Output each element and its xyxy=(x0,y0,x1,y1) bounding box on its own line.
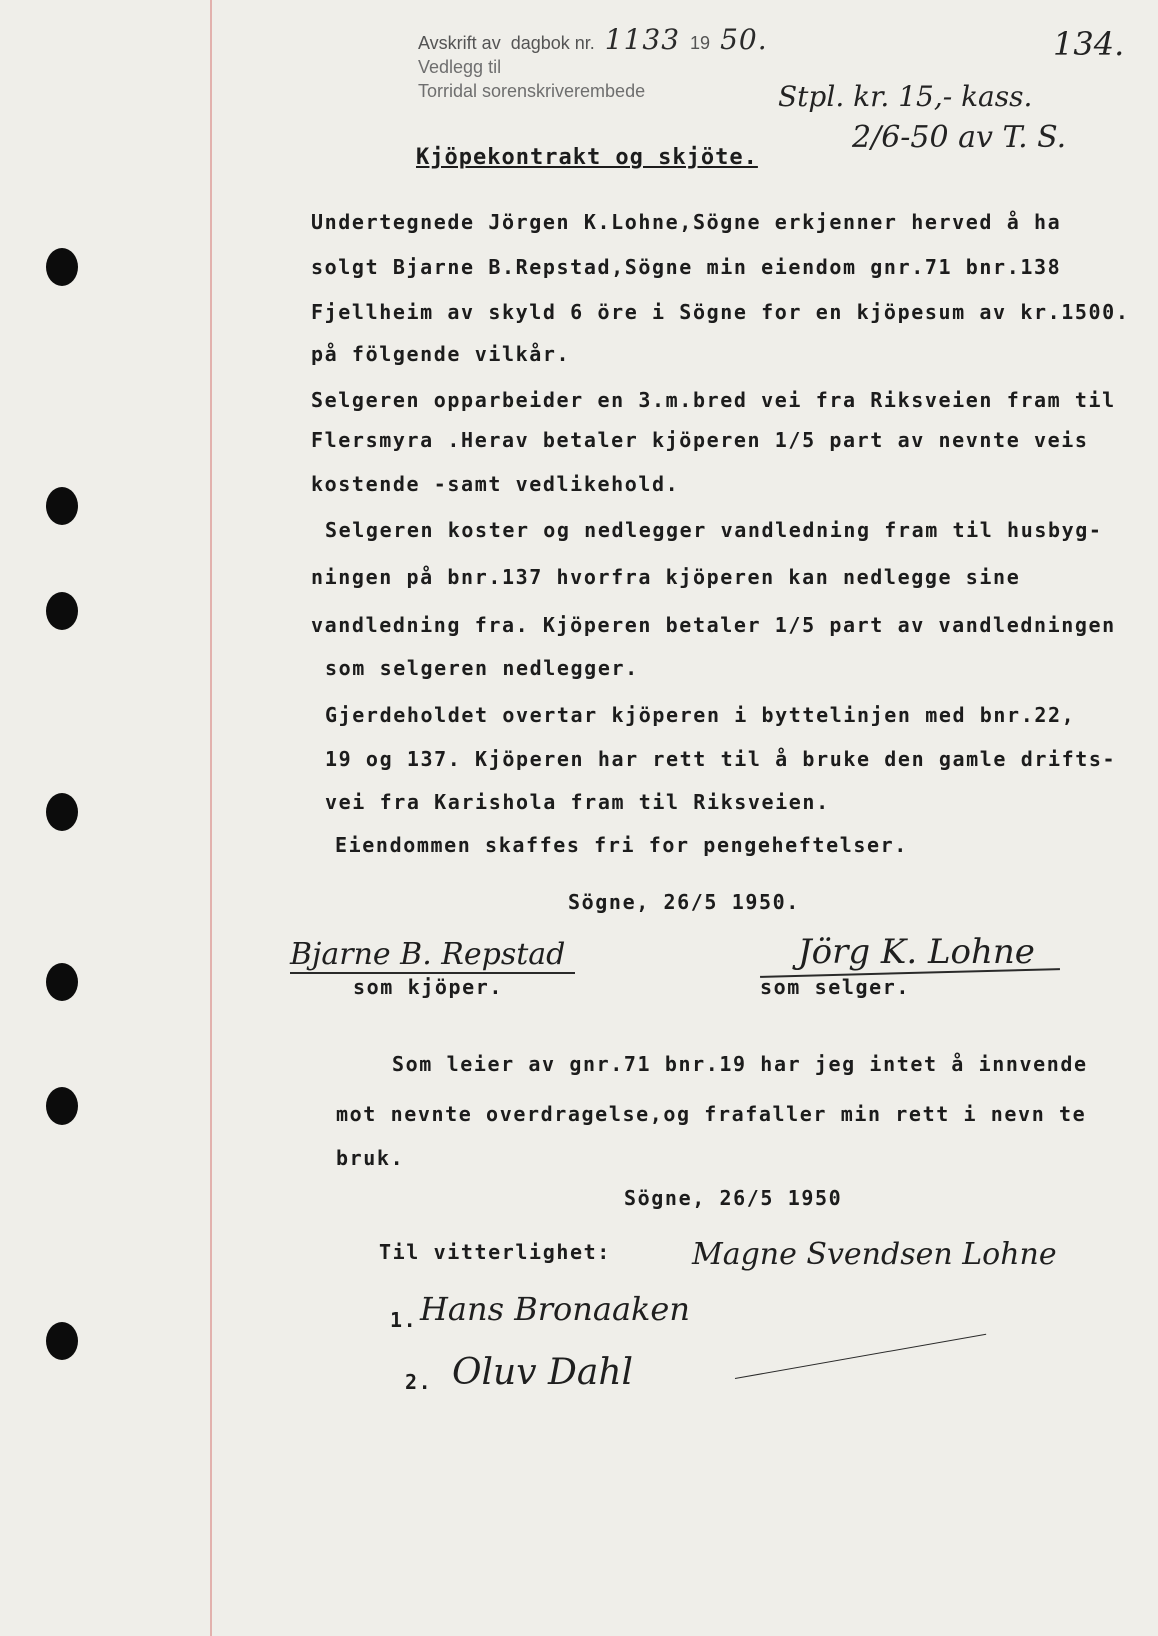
stamp-dagbok-number: 1133 xyxy=(604,23,681,56)
buyer-signature-line xyxy=(290,972,575,974)
page-number: 134. xyxy=(1053,25,1125,63)
stamp-avskrift-label: Avskrift av xyxy=(418,33,501,53)
stamp-vedlegg-label: Vedlegg til xyxy=(418,57,502,77)
witness-signature: Hans Bronaaken xyxy=(420,1290,690,1328)
margin-rule xyxy=(210,0,212,1636)
punch-hole xyxy=(46,963,78,1001)
witness-heading: Til vitterlighet: xyxy=(379,1240,611,1264)
contract-line: vandledning fra. Kjöperen betaler 1/5 part av vandledningen xyxy=(311,613,1116,637)
contract-line: Gjerdeholdet overtar kjöperen i byttelinjen med bnr.22, xyxy=(325,703,1076,727)
punch-hole xyxy=(46,487,78,525)
tenant-line: bruk. xyxy=(336,1146,405,1170)
contract-line: kostende -samt vedlikehold. xyxy=(311,472,680,496)
seller-signature: Jörg K. Lohne xyxy=(798,932,1035,972)
contract-line: Eiendommen skaffes fri for pengeheftelser. xyxy=(335,833,908,857)
stamp-dagbok-label: dagbok nr. xyxy=(510,33,595,53)
contract-line: ningen på bnr.137 hvorfra kjöperen kan nedlegge sine xyxy=(311,565,1021,589)
witness-number: 1. xyxy=(390,1308,418,1332)
place-date-2: Sögne, 26/5 1950 xyxy=(624,1186,843,1210)
punch-hole xyxy=(46,1322,78,1360)
punch-hole xyxy=(46,793,78,831)
contract-line: på fölgende vilkår. xyxy=(311,342,571,366)
registration-date-note: 2/6-50 av T. S. xyxy=(852,120,1067,155)
pen-stroke xyxy=(735,1334,986,1379)
document-title: Kjöpekontrakt og skjöte. xyxy=(416,145,758,170)
contract-line: Fjellheim av skyld 6 öre i Sögne for en kjöpesum av kr.1500. xyxy=(311,300,1130,324)
stamp-year: 50. xyxy=(720,23,768,56)
punch-hole xyxy=(46,248,78,286)
fee-note: Stpl. kr. 15,- kass. xyxy=(778,80,1033,113)
stamp-year-prefix: 19 xyxy=(690,33,711,53)
witness-number: 2. xyxy=(405,1370,433,1394)
place-date-1: Sögne, 26/5 1950. xyxy=(568,890,800,914)
buyer-role: som kjöper. xyxy=(353,975,504,999)
punch-hole xyxy=(46,1087,78,1125)
contract-line: som selgeren nedlegger. xyxy=(325,656,639,680)
tenant-signature: Magne Svendsen Lohne xyxy=(692,1237,1057,1272)
buyer-signature: Bjarne B. Repstad xyxy=(290,937,566,972)
contract-line: Flersmyra .Herav betaler kjöperen 1/5 part av nevnte veis xyxy=(311,428,1089,452)
punch-hole xyxy=(46,592,78,630)
stamp-office: Torridal sorenskriverembede xyxy=(418,81,646,101)
tenant-line: Som leier av gnr.71 bnr.19 har jeg intet å innvende xyxy=(392,1052,1088,1076)
contract-line: Selgeren opparbeider en 3.m.bred vei fra Riksveien fram til xyxy=(311,388,1116,412)
contract-line: vei fra Karishola fram til Riksveien. xyxy=(325,790,830,814)
contract-line: 19 og 137. Kjöperen har rett til å bruke den gamle drifts- xyxy=(325,747,1117,771)
contract-line: Undertegnede Jörgen K.Lohne,Sögne erkjenner herved å ha xyxy=(311,210,1062,234)
seller-role: som selger. xyxy=(760,975,911,999)
contract-line: Selgeren koster og nedlegger vandledning fram til husbyg- xyxy=(325,518,1103,542)
tenant-line: mot nevnte overdragelse,og frafaller min rett i nevn te xyxy=(336,1102,1087,1126)
witness-signature: Oluv Dahl xyxy=(452,1352,634,1393)
registry-stamp xyxy=(418,23,768,103)
contract-line: solgt Bjarne B.Repstad,Sögne min eiendom gnr.71 bnr.138 xyxy=(311,255,1062,279)
